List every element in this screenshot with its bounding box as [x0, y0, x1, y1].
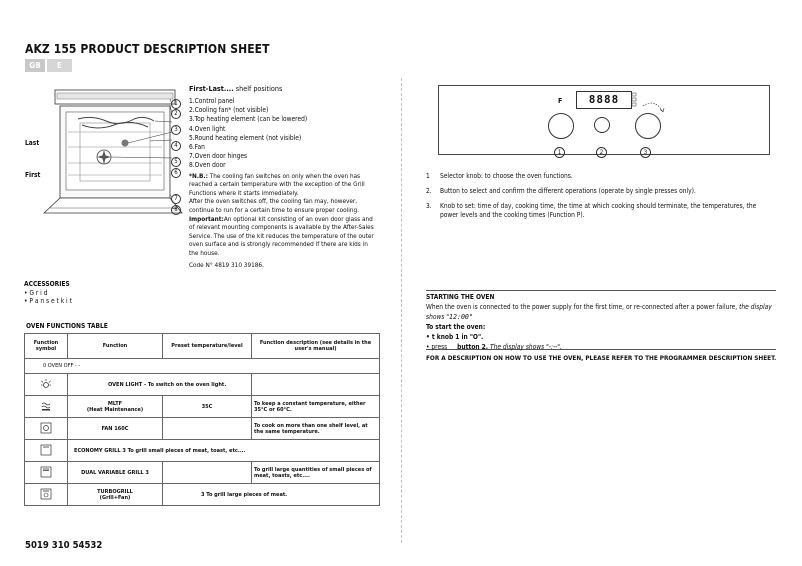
- knob-label-2: 2: [596, 147, 607, 158]
- control-steps: [426, 172, 776, 226]
- oven-functions-table: [24, 333, 380, 506]
- function-preset: [163, 418, 252, 440]
- fan-icon: [25, 418, 68, 440]
- function-description: To cook on more than one shelf level, at the same temperature.: [252, 418, 380, 440]
- digital-display: 8888: [576, 91, 632, 109]
- callout-6: 6: [171, 168, 181, 178]
- function-name: ECONOMY GRILL 3 To grill small pieces of meat, toast, etc....: [68, 440, 380, 462]
- parts-description: [189, 84, 379, 269]
- nb-label: *N.B.:: [189, 171, 208, 180]
- accessory-item: • G r i d: [24, 288, 48, 297]
- table-row: [25, 484, 380, 506]
- table-row: [25, 462, 380, 484]
- display-indicators-icon: [629, 92, 639, 108]
- f-label: F: [558, 97, 563, 105]
- table-row: [25, 418, 380, 440]
- table-row: [25, 396, 380, 418]
- callout-5: 5: [171, 157, 181, 167]
- starting-text-italic: the display shows ": [426, 303, 772, 321]
- starting-text: When the oven is connected to the power supply for the first time, or re-connected after a power failure,: [426, 303, 738, 311]
- callout-8: 8: [171, 205, 181, 215]
- function-description: [252, 374, 380, 396]
- table-header-row: [25, 334, 380, 359]
- nb-text-2: After the oven switches off, the cooling fan may, however, continue to run for a certain time to ensure proper cooling.: [189, 197, 359, 214]
- turbogrill-icon: [25, 484, 68, 506]
- callout-3: 3: [171, 125, 181, 135]
- step-item: 3. Knob to set: time of day, cooking time, the time at which cooking should terminate, the temperatures, the power levels and the cooking times (Function P).: [426, 202, 757, 219]
- part-item: 6.Fan: [189, 143, 205, 152]
- oven-light-icon: [25, 374, 68, 396]
- function-name: MLTF (Heat Maintenance): [68, 396, 163, 418]
- part-item: 1.Control panel: [189, 97, 235, 105]
- part-item: 8.Oven door: [189, 161, 226, 170]
- knob-label-3: 3: [640, 147, 651, 158]
- function-preset: 35C: [163, 396, 252, 418]
- start-bullet-2: • press button 2. The display shows "-:--".: [426, 343, 562, 351]
- important-label: Important:: [189, 214, 224, 223]
- col-header-function: Function: [68, 334, 163, 359]
- accessory-item: • P a n s e t k i t: [24, 297, 72, 306]
- table-row: [25, 359, 380, 374]
- knob-label-1: 1: [554, 147, 565, 158]
- label-first: First: [25, 171, 41, 179]
- callout-4: 4: [171, 141, 181, 151]
- dual-grill-icon: [25, 462, 68, 484]
- important-text: An optional kit consisting of an oven door glass and of relevant mounting components is available by the After-Sales Service. The use of the kit reduces the temperature of the outer oven surface and is strongly recommended if there are kids in the house.: [189, 214, 374, 257]
- column-divider: [401, 78, 402, 543]
- part-item: 3.Top heating element (can be lowered): [189, 115, 308, 124]
- oven-off-row: 0 OVEN OFF - -: [25, 359, 380, 374]
- control-panel-diagram: [438, 85, 770, 155]
- mltf-icon: [25, 396, 68, 418]
- step-item: 2. Button to select and confirm the different operations (operate by single presses only).: [426, 187, 696, 195]
- function-preset: 3 To grill large pieces of meat.: [163, 484, 380, 506]
- programmer-note: FOR A DESCRIPTION ON HOW TO USE THE OVEN, PLEASE REFER TO THE PROGRAMMER DESCRIPTION SHEET.: [426, 354, 777, 362]
- oven-diagram: [22, 85, 192, 220]
- shelf-heading-rest: shelf positions: [233, 84, 283, 93]
- col-header-description: Function description (see details in the user's manual): [252, 334, 380, 359]
- confirm-button[interactable]: [594, 117, 610, 133]
- economy-grill-icon: [25, 440, 68, 462]
- function-name: TURBOGRILL (Grill+Fan): [68, 484, 163, 506]
- function-description: To keep a constant temperature, either 35°C or 60°C.: [252, 396, 380, 418]
- nb-text: The cooling fan switches on only when the oven has reached a certain temperature with the exception of the Grill Functions where it starts immediately.: [189, 171, 365, 197]
- accessories-heading: ACCESSORIES: [24, 280, 70, 288]
- starting-the-oven: STARTING THE OVEN When the oven is connected to the power supply for the first time, or re-connected after a power failure, the display shows "12:00" To start the oven: • t knob 1 in "O". • press button 2. The display shows "-:--".: [426, 290, 776, 350]
- accessories: [24, 280, 72, 306]
- callout-7: 7: [171, 194, 181, 204]
- code-number: Code N° 4819 310 39186.: [189, 260, 264, 269]
- part-item: 5.Round heating element (not visible): [189, 133, 302, 142]
- function-name: DUAL VARIABLE GRILL 3: [68, 462, 163, 484]
- function-preset: [163, 462, 252, 484]
- function-description: To grill large quantities of small pieces of meat, toasts, etc....: [252, 462, 380, 484]
- rotation-arrow-icon: [641, 100, 667, 118]
- language-badge-gb: GB: [25, 59, 45, 72]
- starting-heading: STARTING THE OVEN: [426, 293, 495, 301]
- start-bullet-1: • t knob 1 in "O".: [426, 333, 484, 341]
- table-row: [25, 374, 380, 396]
- selector-knob[interactable]: [548, 113, 574, 139]
- part-item: 2.Cooling fan* (not visible): [189, 106, 269, 115]
- label-last: Last: [25, 139, 40, 147]
- start-subheading: To start the oven:: [426, 323, 486, 331]
- shelf-heading-bold: First-Last....: [189, 84, 234, 93]
- step-item: 1 Selector knob: to choose the oven functions.: [426, 172, 573, 180]
- page-title: AKZ 155 PRODUCT DESCRIPTION SHEET: [25, 42, 270, 56]
- callout-2: 2: [171, 109, 181, 119]
- document-code: 5019 310 54532: [25, 540, 103, 551]
- callout-1: 1: [171, 99, 181, 109]
- part-item: 4.Oven light: [189, 124, 226, 133]
- language-badge-e: E: [47, 59, 72, 72]
- col-header-preset: Preset temperature/level: [163, 334, 252, 359]
- col-header-symbol: Function symbol: [25, 334, 68, 359]
- functions-table-heading: OVEN FUNCTIONS TABLE: [26, 322, 108, 330]
- function-name: FAN 160C: [68, 418, 163, 440]
- function-name: OVEN LIGHT - To switch on the oven light.: [68, 374, 252, 396]
- table-row: [25, 440, 380, 462]
- part-item: 7.Oven door hinges: [189, 152, 248, 161]
